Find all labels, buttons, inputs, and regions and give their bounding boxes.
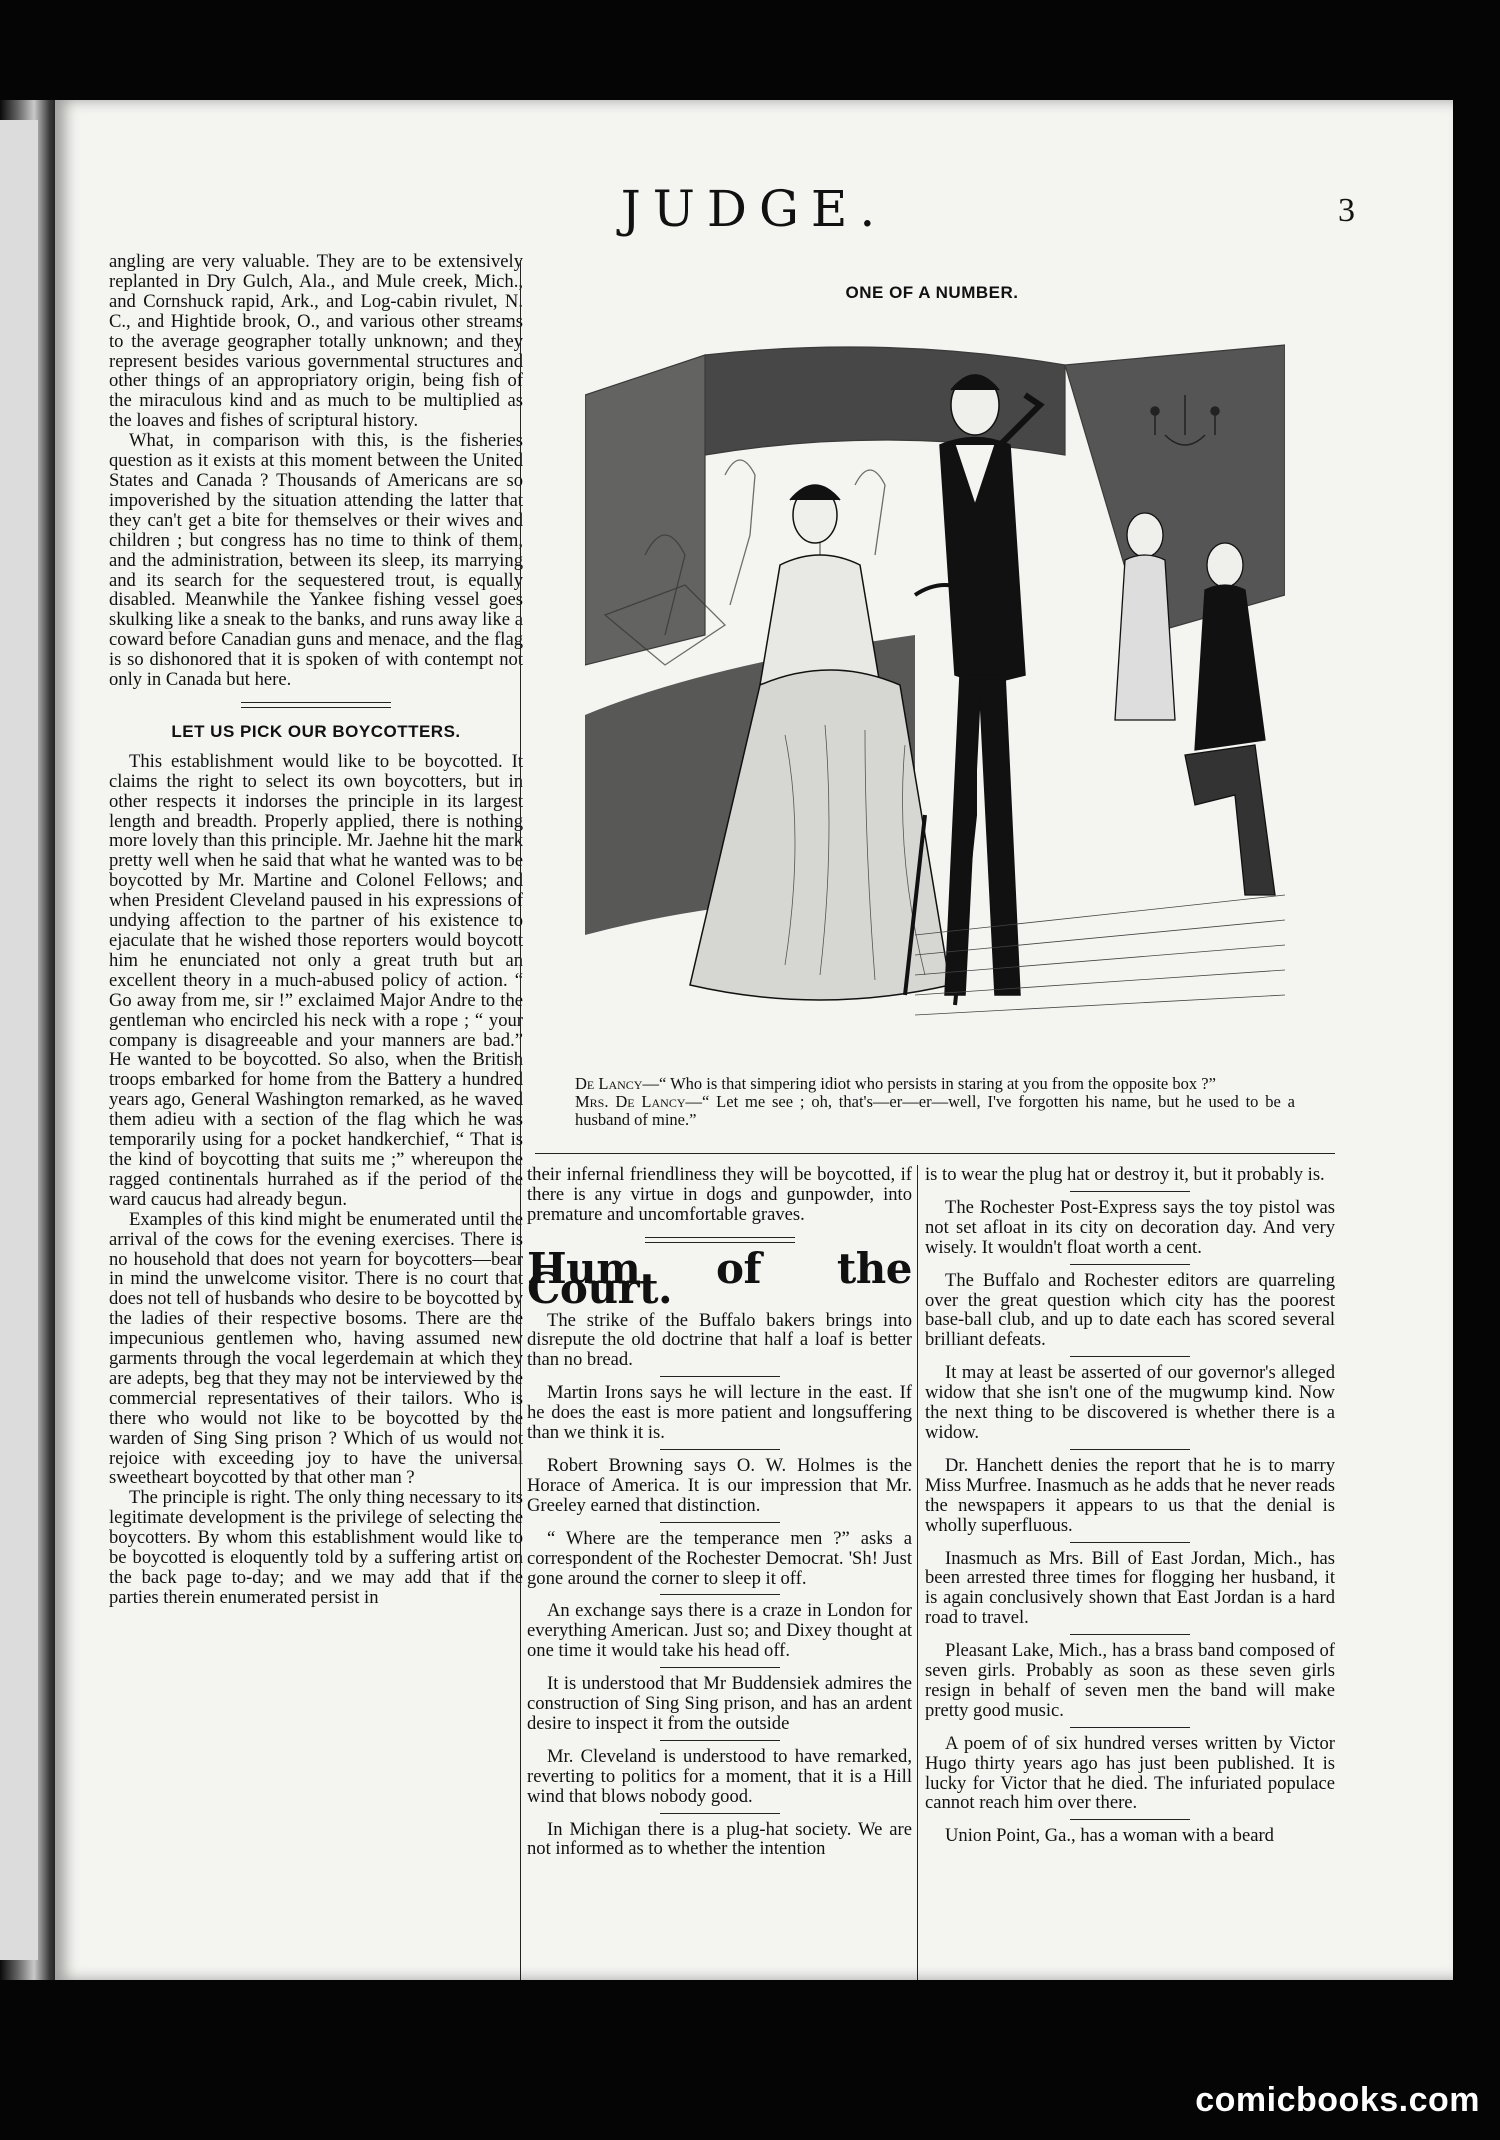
item-divider	[660, 1740, 780, 1741]
news-item: Martin Irons says he will lecture in the east. If he does the east is more patient and longsuffering than we think it is.	[527, 1382, 912, 1444]
paragraph: The principle is right. The only thing necessary to its legitimate development is the privilege of selecting the boycotters. By whom this establishment would like to be boycotted is eloquently told by a suffering artist on the back page to-day; and we may add that if the parties therein enumerated persist in	[109, 1487, 523, 1608]
news-item: is to wear the plug hat or destroy it, but it probably is.	[925, 1164, 1325, 1185]
section-heading: Hum of the Court.	[527, 1243, 912, 1313]
item-divider	[1070, 1634, 1190, 1635]
page-number: 3	[1338, 192, 1355, 229]
news-item: Union Point, Ga., has a woman with a beard	[945, 1825, 1274, 1847]
news-item: An exchange says there is a craze in London for everything American. Just so; and Dixey thought at one time it would take his head off.	[527, 1600, 912, 1662]
item-divider	[660, 1449, 780, 1450]
column-1	[109, 252, 523, 1952]
news-item: Dr. Hanchett denies the report that he is to marry Miss Murfree. Inasmuch as he adds that he never reads the newspapers it appears to us that the denial is wholly superfluous.	[925, 1454, 1335, 1536]
caption-line	[575, 1075, 1295, 1093]
column-2	[527, 1165, 912, 1859]
article-heading: LET US PICK OUR BOYCOTTERS.	[171, 721, 461, 741]
item-divider	[1070, 1264, 1190, 1265]
item-divider	[660, 1667, 780, 1668]
paragraph: angling are very valuable. They are to be extensively replanted in Dry Gulch, Ala., and Mule creek, Mich., and Cornshuck rapid, Ark., and Log-cabin rivulet, N. C., and Hightide brook, O., and various other streams to the average geographer totally unknown; and they represent besides various governmental structures and other things of an appropriatory origin, being fish of the miraculous kind and as much to be multiplied as the loaves and fishes of scriptural history.	[109, 251, 523, 432]
facing-page-edge	[0, 120, 38, 1960]
column-rule	[917, 1165, 918, 1980]
watermark: comicbooks.com	[1195, 2081, 1480, 2119]
magazine-page	[55, 100, 1453, 1980]
news-item: It is understood that Mr Buddensiek admires the construction of Sing Sing prison, and has an ardent desire to inspect it from the outside	[527, 1673, 912, 1734]
paragraph: their infernal friendliness they will be boycotted, if there is any virtue in dogs and gunpowder, into premature and uncomfortable graves.	[527, 1164, 912, 1225]
caption-speaker: Mrs. De Lancy	[575, 1092, 686, 1111]
news-item: Robert Browning says O. W. Holmes is the Horace of America. It is our impression that Mr. Greeley earned that distinction.	[527, 1454, 912, 1516]
item-divider	[1070, 1542, 1190, 1543]
news-item: Inasmuch as Mrs. Bill of East Jordan, Mich., has been arrested three times for flogging her husband, it is again conclusively shown that East Jordan is a hard road to travel.	[925, 1547, 1335, 1629]
item-divider	[1070, 1727, 1190, 1728]
cartoon-title: ONE OF A NUMBER.	[845, 283, 1019, 302]
news-item: Mr. Cleveland is understood to have remarked, reverting to politics for a moment, that it is a Hill wind that blows nobody good.	[527, 1745, 912, 1807]
news-item: Pleasant Lake, Mich., has a brass band composed of seven girls. Probably as soon as these seven girls resign in behalf of seven men the band will make pretty good music.	[925, 1640, 1335, 1721]
news-item: In Michigan there is a plug-hat society. We are not informed as to whether the intention	[527, 1818, 912, 1860]
section-divider	[241, 702, 391, 708]
item-divider	[660, 1813, 780, 1814]
cartoon-caption	[575, 1075, 1295, 1129]
news-item: A poem of of six hundred verses written by Victor Hugo thirty years ago has just been published. It is lucky for Victor that he died. The infuriated populace cannot reach him over there.	[925, 1732, 1335, 1814]
column-rule	[520, 260, 521, 1980]
cartoon-illustration	[585, 335, 1285, 1025]
item-divider	[660, 1522, 780, 1523]
paragraph: This establishment would like to be boycotted. It claims the right to select its own boycotters, but in other respects it indorses the principle in its largest length and breadth. Properly applied, there is nothing more lovely than this principle. Mr. Jaehne hit the mark pretty well when he said that what he wanted was to be boycotted by Mr. Martine and Colonel Fellows; and when President Cleveland paused in his expressions of undying affection to the partner of his existence to ejaculate that he wished those reporters would boycott him he enunciated not only a great truth but an excellent theory in a much-abused policy of action. “ Go away from me, sir !” exclaimed Major Andre to the gentleman who encircled his neck with a rope ; “ your company is disagreeable and your manners are bad.” He wanted to be boycotted. So also, when the British troops embarked for home from the Battery a hundred years ago, General Washington remarked, as he waved them adieu with a section of the flag which he was temporarily using for a pocket handkerchief, “ That is the kind of boycotting that suits me ;” whereupon the ragged continentals hurrahed as if the period of the ward caucus had already begun.	[109, 750, 523, 1210]
item-divider	[1070, 1191, 1190, 1192]
column-3	[925, 1165, 1335, 1846]
news-item: The strike of the Buffalo bakers brings into disrepute the old doctrine that half a loaf is better than no bread.	[527, 1309, 912, 1371]
section-divider	[645, 1237, 795, 1243]
item-divider	[660, 1594, 780, 1595]
illustration-bottom-rule	[535, 1153, 1335, 1154]
item-divider	[1070, 1449, 1190, 1450]
caption-text: —“ Who is that simpering idiot who persists in staring at you from the opposite box ?”	[642, 1074, 1216, 1093]
news-item: The Buffalo and Rochester editors are quarreling over the great question which city has the poorest base-ball club, and up to date each has scored several brilliant defeats.	[925, 1269, 1335, 1351]
masthead: JUDGE.	[620, 180, 888, 238]
item-divider	[1070, 1819, 1190, 1820]
news-item: It may at least be asserted of our governor's alleged widow that she isn't one of the mugwump kind. Now the next thing to be discovered is whether there is a widow.	[925, 1362, 1335, 1443]
caption-line	[575, 1093, 1295, 1129]
paragraph: What, in comparison with this, is the fisheries question as it exists at this moment between the United States and Canada ? Thousands of Americans are so impoverished by the situation attending the latter that they can't get a bite for themselves or their wives and children ; but congress has no time to think of them, and the administration, between its sleep, its marrying and its search for the sequestered trout, is equally disabled. Meanwhile the Yankee fishing vessel goes skulking like a sneak to the banks, and runs away like a coward before Canadian guns and menace, and the flag is so dishonored that it is spoken of with contempt not only in Canada but here.	[109, 430, 523, 691]
paragraph: Examples of this kind might be enumerated until the arrival of the cows for the evening exercises. There is no household that does not yearn for boycotters—bear in mind the unwelcome visitor. There is no court that does not tell of husbands who desire to be boycotted by the ladies of their respective bosoms. There are the impecunious gentlemen who, having assumed new garments through the vocal legerdemain at which they are adepts, beg that they may not be interviewed by the commercial representatives of their tailors. Who is there who would not like to be boycotted by the warden of Sing Sing prison ? Which of us would not rejoice with exceeding joy to have the universal sweetheart boycotted by that other man ?	[109, 1208, 523, 1489]
item-divider	[660, 1376, 780, 1377]
caption-speaker: De Lancy	[575, 1074, 643, 1093]
item-divider	[1070, 1356, 1190, 1357]
caption-text: —“ Let me see ; oh, that's—er—er—well, I've forgotten his name, but he used to be a husband of mine.”	[575, 1092, 1295, 1129]
news-item: The Rochester Post-Express says the toy pistol was not set afloat in its city on decoration day. And very wisely. It wouldn't float worth a cent.	[925, 1196, 1335, 1258]
news-item: “ Where are the temperance men ?” asks a correspondent of the Rochester Democrat. 'Sh! Just gone around the corner to sleep it off.	[527, 1527, 912, 1589]
